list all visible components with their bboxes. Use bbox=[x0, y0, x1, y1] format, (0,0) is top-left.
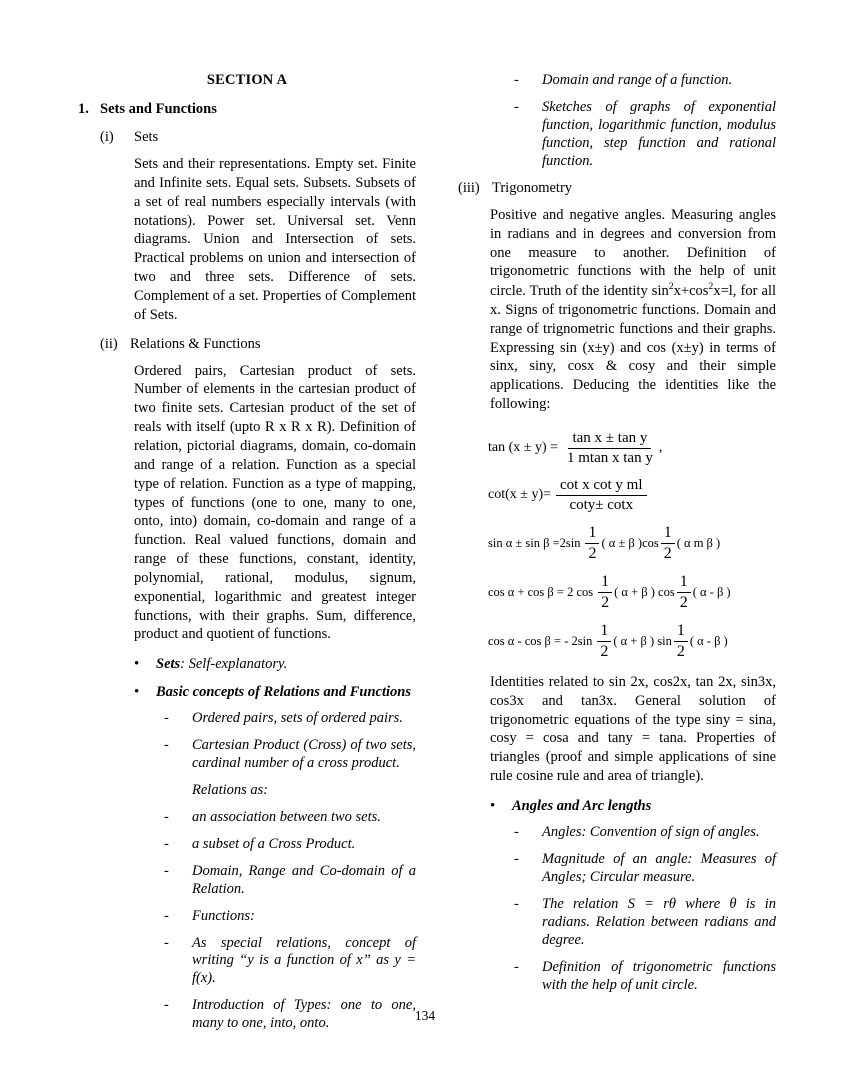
dash-marker-icon: - bbox=[164, 934, 169, 951]
dash-item bbox=[458, 959, 776, 995]
bullet-angles-arc-lengths bbox=[458, 797, 776, 815]
bullet-basic-concepts-text: Basic concepts of Relations and Functions bbox=[156, 683, 411, 700]
bullet-dot-icon: • bbox=[134, 656, 140, 673]
formula-cos-diff bbox=[488, 622, 776, 661]
formula-cos-diff-half-1-num: 1 bbox=[597, 622, 611, 642]
dash-marker-icon: - bbox=[514, 896, 519, 913]
formula-cos-sum-half-2-num: 1 bbox=[677, 573, 691, 593]
formula-cos-sum-half-1-den: 2 bbox=[601, 593, 610, 611]
dash-marker-icon: - bbox=[514, 98, 519, 115]
trig-superscript-1: 2 bbox=[668, 281, 674, 293]
formula-cos-sum-half-1-num: 1 bbox=[598, 573, 612, 593]
dash-item bbox=[458, 824, 776, 842]
dash-text: Definition of trigonometric functions with the help of unit circle. bbox=[542, 959, 776, 994]
formula-tan-trailing: , bbox=[658, 440, 663, 456]
dash-item bbox=[78, 908, 416, 926]
dash-text: a subset of a Cross Product. bbox=[192, 835, 356, 852]
dash-text: Domain and range of a function. bbox=[542, 72, 733, 88]
dash-item bbox=[78, 737, 416, 773]
topic-1 bbox=[78, 101, 416, 118]
formula-tan-sum bbox=[488, 430, 776, 467]
dash-item bbox=[78, 863, 416, 899]
dash-item bbox=[458, 896, 776, 950]
dash-item bbox=[78, 935, 416, 989]
dash-marker-icon: - bbox=[164, 997, 169, 1014]
formula-cot-numerator: cot x cot y ml bbox=[556, 477, 647, 496]
identities-paragraph: Identities related to sin 2x, cos2x, tan 2x, sin3x, cos3x and tan3x. General solution of trigonometric equations of the type siny = sina, cosy = cosa and tany = tana. Properties of triangles (proof and simple applications of sine rule cosine rule and area of triangle). bbox=[490, 673, 776, 785]
formula-cos-sum-half-1 bbox=[598, 573, 612, 612]
formula-sin-mid: ( α ± β )cos bbox=[601, 535, 659, 550]
formula-sin-sum-diff bbox=[488, 524, 776, 563]
subtopic-i-marker: (i) bbox=[100, 129, 114, 145]
trigonometry-paragraph bbox=[458, 206, 776, 414]
relations-as-label: Relations as: bbox=[192, 781, 269, 798]
page-number: 134 bbox=[414, 1008, 436, 1023]
formula-cos-diff-half-2-den: 2 bbox=[676, 642, 685, 660]
trig-superscript-2: 2 bbox=[708, 281, 714, 293]
formula-cos-sum-lhs: cos α + cos β = 2 cos bbox=[488, 584, 594, 599]
right-column bbox=[458, 72, 776, 1004]
dash-text: Cartesian Product (Cross) of two sets, cardinal number of a cross product. bbox=[192, 736, 416, 771]
dash-text: Magnitude of an angle: Measures of Angles; Circular measure. bbox=[542, 851, 776, 886]
dash-text: Domain, Range and Co-domain of a Relation. bbox=[192, 862, 416, 897]
formula-cos-diff-half-1-den: 2 bbox=[600, 642, 609, 660]
formula-sin-tail: ( α m β ) bbox=[676, 535, 721, 550]
subtopic-i bbox=[78, 129, 416, 146]
dash-item bbox=[78, 809, 416, 827]
dash-text: The relation S = rθ where θ is in radians. Relation between radians and degree. bbox=[542, 896, 776, 949]
bullet-sets-text bbox=[156, 655, 416, 673]
sets-paragraph: Sets and their representations. Empty set. Finite and Infinite sets. Equal sets. Subsets. Subsets of a set of real numbers especially intervals (with notations). Power set. Universal set. Venn diagrams. Union and Intersection of sets. Practical problems on union and intersection of two and three sets. Difference of sets. Complement of a set. Properties of Complement of Sets. bbox=[134, 156, 416, 323]
dash-text: Angles: Convention of sign of angles. bbox=[542, 824, 760, 841]
trig-para-post: x=l, for all x. Signs of trigonometric functions. Domain and range of trignometric functions and their graphs. Expressing sin (x±y) and cos (x±y) in terms of sinx, siny, cosx & cosy and their simple applications. Deducing the identities like the following: bbox=[490, 283, 777, 413]
relations-functions-paragraph: Ordered pairs, Cartesian product of sets. Number of elements in the cartesian product of two finite sets. Cartesian product of the set of reals with itself (upto R x R x R). Definition of relation, pictorial diagrams, domain, co-domain and range of a relation. Function as a special type of relation. Function as a type of mapping, types of functions (one to one, many to one, onto, into) domain, co-domain and range of a function. Real valued functions, domain and range of these functions, constant, identity, polynomial, rational, modulus, signum, exponential, logarithmic and greatest integer functions, with their graphs. Sum, difference, product and quotient of functions. bbox=[134, 362, 416, 643]
dash-marker-icon: - bbox=[164, 736, 169, 753]
formula-sin-half-2-den: 2 bbox=[663, 544, 672, 562]
formula-cos-diff-half-1 bbox=[597, 622, 611, 661]
subtopic-i-title: Sets bbox=[134, 129, 159, 145]
subtopic-ii bbox=[78, 336, 416, 353]
formula-block bbox=[458, 430, 776, 661]
bullet-dot-icon: • bbox=[490, 798, 496, 815]
left-column bbox=[78, 72, 416, 1042]
bullet-angles-text: Angles and Arc lengths bbox=[512, 798, 652, 815]
formula-cot-lhs: cot(x ± y)= bbox=[488, 487, 552, 503]
dash-text: Ordered pairs, sets of ordered pairs. bbox=[192, 709, 403, 726]
formula-cos-diff-tail: ( α - β ) bbox=[689, 633, 728, 648]
formula-cot-sum bbox=[488, 477, 776, 514]
formula-sin-half-2-num: 1 bbox=[661, 524, 675, 544]
topic-title: Sets and Functions bbox=[100, 101, 217, 117]
dash-marker-icon: - bbox=[514, 851, 519, 868]
trig-para-mid: x+cos bbox=[673, 283, 709, 300]
formula-sin-half-1-den: 2 bbox=[588, 544, 597, 562]
formula-sin-half-1-num: 1 bbox=[585, 524, 599, 544]
dash-marker-icon: - bbox=[164, 907, 169, 924]
dash-marker-icon: - bbox=[164, 808, 169, 825]
formula-cos-sum-tail: ( α - β ) bbox=[692, 584, 731, 599]
subtopic-iii-marker: (iii) bbox=[458, 179, 480, 196]
dash-text: an association between two sets. bbox=[192, 808, 381, 825]
dash-text: As special relations, concept of writing “y is a function of x” as y = f(x). bbox=[192, 934, 416, 987]
bullet-basic-concepts bbox=[78, 683, 416, 701]
dash-text: Functions: bbox=[192, 907, 255, 924]
dash-text: Sketches of graphs of exponential function, logarithmic function, modulus function, step function and rational function. bbox=[542, 98, 776, 169]
formula-tan-lhs: tan (x ± y) = bbox=[488, 440, 559, 456]
dash-marker-icon: - bbox=[514, 824, 519, 841]
formula-tan-fraction bbox=[563, 430, 657, 467]
subtopic-iii-title: Trigonometry bbox=[492, 179, 573, 196]
formula-sin-half-2 bbox=[661, 524, 675, 563]
dash-text: Introduction of Types: one to one, many to one, into, onto. bbox=[192, 997, 416, 1032]
dash-item bbox=[78, 710, 416, 728]
formula-cos-sum-half-2 bbox=[677, 573, 691, 612]
subtopic-ii-title: Relations & Functions bbox=[130, 335, 261, 352]
formula-sin-lhs: sin α ± sin β =2sin bbox=[488, 535, 581, 550]
formula-cot-denominator: coty± cotx bbox=[569, 496, 634, 513]
dash-item bbox=[78, 836, 416, 854]
formula-sin-half-1 bbox=[585, 524, 599, 563]
bullet-dot-icon: • bbox=[134, 683, 140, 700]
dash-marker-icon: - bbox=[514, 959, 519, 976]
formula-cos-sum-mid: ( α + β ) cos bbox=[614, 584, 675, 599]
formula-cos-diff-mid: ( α + β ) sin bbox=[613, 633, 672, 648]
bullet-sets bbox=[78, 655, 416, 673]
formula-tan-denominator: 1 mtan x tan y bbox=[567, 449, 653, 466]
dash-marker-icon: - bbox=[164, 835, 169, 852]
topic-number: 1. bbox=[78, 101, 89, 117]
dash-marker-icon: - bbox=[164, 709, 169, 726]
section-heading: SECTION A bbox=[206, 72, 288, 88]
formula-cos-sum-half-2-den: 2 bbox=[679, 593, 688, 611]
bullet-sets-rest: : Self-explanatory. bbox=[180, 656, 288, 673]
dash-marker-icon: - bbox=[514, 72, 519, 88]
formula-cos-diff-half-2-num: 1 bbox=[674, 622, 688, 642]
trig-para-pre: Positive and negative angles. Measuring angles in radians and in degrees and conversion from one measure to another. Definition of trigonometric functions with the help of unit circle. Truth of the identity sin bbox=[490, 206, 776, 300]
dash-marker-icon: - bbox=[164, 862, 169, 879]
subtopic-ii-marker: (ii) bbox=[100, 335, 118, 352]
formula-cot-fraction bbox=[556, 477, 647, 514]
dash-item bbox=[458, 72, 776, 90]
formula-cos-diff-half-2 bbox=[674, 622, 688, 661]
formula-tan-numerator: tan x ± tan y bbox=[568, 430, 651, 449]
bullet-sets-bold: Sets bbox=[156, 656, 181, 673]
dash-item bbox=[458, 99, 776, 171]
formula-cos-sum bbox=[488, 573, 776, 612]
formula-cos-diff-lhs: cos α - cos β = - 2sin bbox=[488, 633, 593, 648]
dash-item bbox=[458, 851, 776, 887]
subtopic-iii bbox=[458, 180, 776, 197]
